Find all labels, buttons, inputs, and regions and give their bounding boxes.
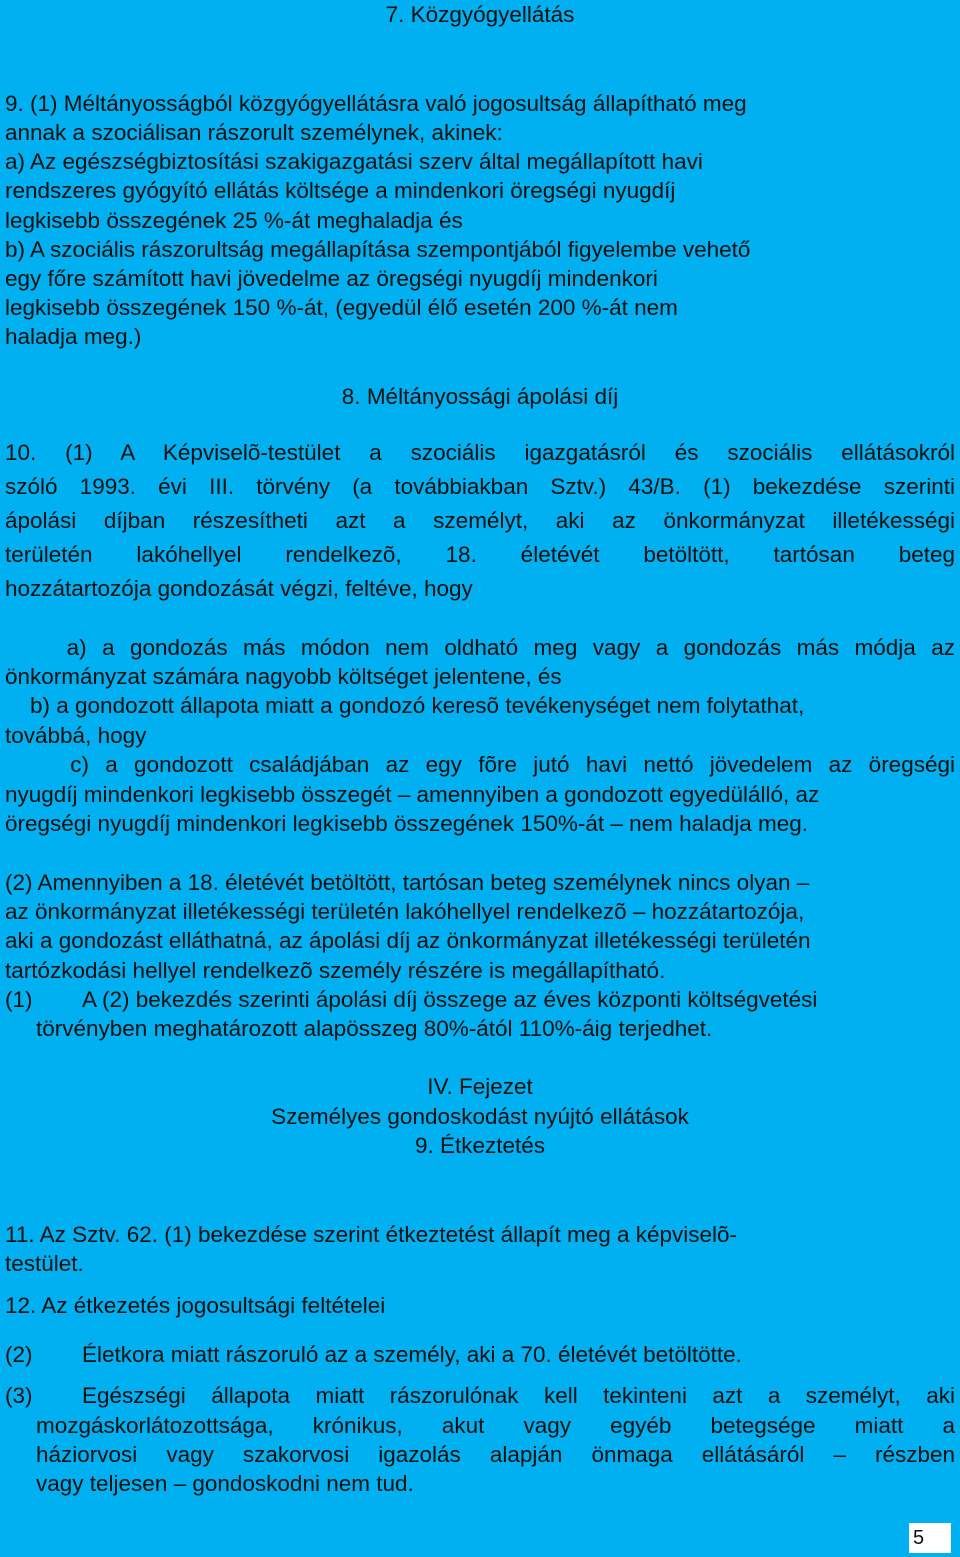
item-number: (1) bbox=[5, 987, 33, 1012]
page-number: 5 bbox=[909, 1523, 951, 1553]
list-item: önkormányzat számára nagyobb költséget jelentene, és bbox=[5, 664, 562, 689]
paragraph-line: a) Az egészségbiztosítási szakigazgatási szerv által megállapított havi bbox=[5, 149, 703, 174]
list-item: továbbá, hogy bbox=[5, 723, 147, 748]
paragraph-line: vagy teljesen – gondoskodni nem tud. bbox=[36, 1471, 414, 1496]
paragraph-line: tartózkodási hellyel rendelkezõ személy részére is megállapítható. bbox=[5, 958, 666, 983]
paragraph-12-title: 12. Az étkezetés jogosultsági feltételei bbox=[5, 1293, 386, 1318]
paragraph-line: testület. bbox=[5, 1251, 84, 1276]
paragraph-line: b) A szociális rászorultság megállapítása szempontjából figyelembe vehető bbox=[5, 237, 751, 262]
paragraph-line: legkisebb összegének 25 %-át meghaladja és bbox=[5, 208, 463, 233]
paragraph-line: A (2) bekezdés szerinti ápolási díj összege az éves központi költségvetési bbox=[82, 987, 818, 1012]
paragraph-line: törvényben meghatározott alapösszeg 80%-ától 110%-áig terjedhet. bbox=[36, 1016, 713, 1041]
paragraph-line: 11. Az Sztv. 62. (1) bekezdése szerint étkeztetést állapít meg a képviselõ- bbox=[5, 1222, 738, 1247]
paragraph-line: Életkora miatt rászoruló az a személy, aki a 70. életévét betöltötte. bbox=[82, 1342, 742, 1367]
paragraph-line: mozgáskorlátozottsága, krónikus, akut vagy egyéb betegsége miatt a bbox=[36, 1413, 955, 1438]
list-item: nyugdíj mindenkori legkisebb összegét – amennyiben a gondozott egyedülálló, az bbox=[5, 782, 820, 807]
paragraph-line: szóló 1993. évi III. törvény (a továbbiakban Sztv.) 43/B. (1) bekezdése szerinti bbox=[5, 474, 955, 499]
list-item: c) a gondozott családjában az egy fõre jutó havi nettó jövedelem az öregségi bbox=[5, 752, 955, 777]
item-number: (3) bbox=[5, 1383, 33, 1408]
chapter-title: IV. Fejezet bbox=[427, 1074, 533, 1099]
paragraph-line: területén lakóhellyel rendelkezõ, 18. életévét betöltött, tartósan beteg bbox=[5, 542, 955, 567]
section-heading-8: 8. Méltányossági ápolási díj bbox=[341, 384, 619, 409]
item-number: (2) bbox=[5, 1342, 33, 1367]
paragraph-line: annak a szociálisan rászorult személynek, akinek: bbox=[5, 120, 503, 145]
paragraph-line: (2) Amennyiben a 18. életévét betöltött, tartósan beteg személynek nincs olyan – bbox=[5, 870, 810, 895]
paragraph-line: 10. (1) A Képviselõ-testület a szociális igazgatásról és szociális ellátásokról bbox=[5, 440, 955, 465]
paragraph-line: egy főre számított havi jövedelme az öregségi nyugdíj mindenkori bbox=[5, 266, 658, 291]
paragraph-line: haladja meg.) bbox=[5, 324, 142, 349]
paragraph-line: 9. (1) Méltányosságból közgyógyellátásra való jogosultság állapítható meg bbox=[5, 91, 747, 116]
chapter-subtitle: Személyes gondoskodást nyújtó ellátások bbox=[271, 1104, 689, 1129]
list-item: b) a gondozott állapota miatt a gondozó keresõ tevékenységet nem folytathat, bbox=[5, 693, 805, 718]
paragraph-line: ápolási díjban részesítheti azt a személyt, aki az önkormányzat illetékességi bbox=[5, 508, 955, 533]
paragraph-line: rendszeres gyógyító ellátás költsége a mindenkori öregségi nyugdíj bbox=[5, 178, 676, 203]
paragraph-line: legkisebb összegének 150 %-át, (egyedül élő esetén 200 %-át nem bbox=[5, 295, 678, 320]
list-item: öregségi nyugdíj mindenkori legkisebb összegének 150%-át – nem haladja meg. bbox=[5, 811, 808, 836]
list-item: a) a gondozás más módon nem oldható meg vagy a gondozás más módja az bbox=[5, 635, 955, 660]
paragraph-line: az önkormányzat illetékességi területén lakóhellyel rendelkezõ – hozzátartozója, bbox=[5, 899, 805, 924]
paragraph-line: Egészségi állapota miatt rászorulónak kell tekinteni azt a személyt, aki bbox=[82, 1383, 955, 1408]
section-heading-7: 7. Közgyógyellátás bbox=[385, 2, 575, 27]
section-heading-9: 9. Étkeztetés bbox=[414, 1133, 546, 1158]
paragraph-line: hozzátartozója gondozását végzi, feltéve, hogy bbox=[5, 576, 473, 601]
paragraph-line: háziorvosi vagy szakorvosi igazolás alapján önmaga ellátásáról – részben bbox=[36, 1442, 955, 1467]
paragraph-line: aki a gondozást elláthatná, az ápolási díj az önkormányzat illetékességi területén bbox=[5, 928, 811, 953]
